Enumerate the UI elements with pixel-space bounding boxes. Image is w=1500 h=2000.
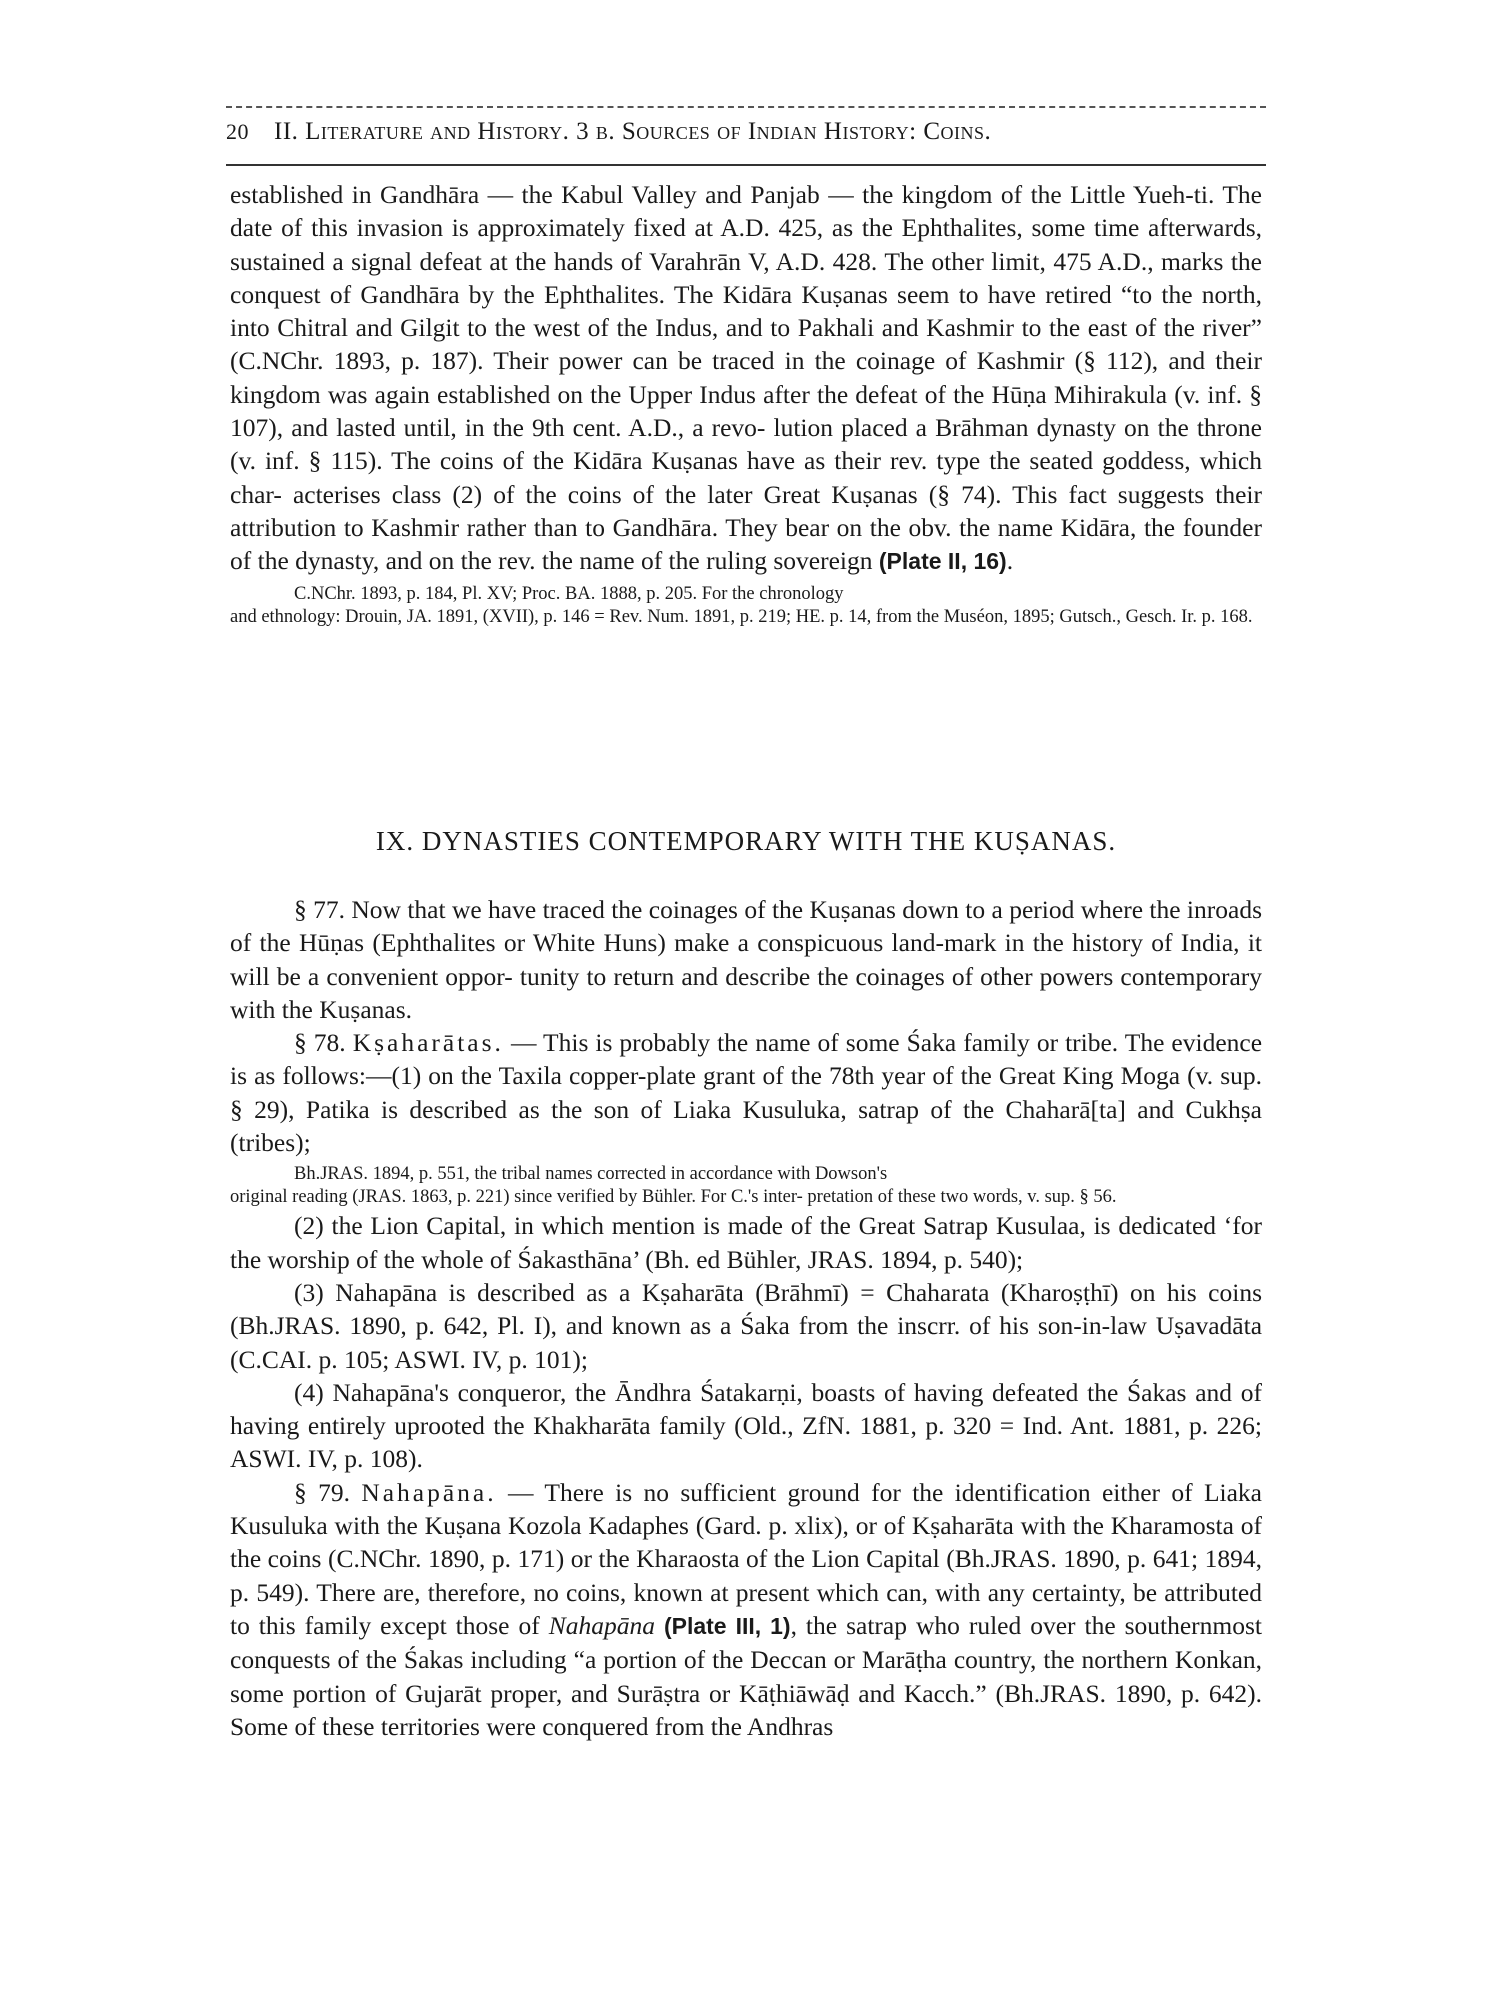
running-header	[226, 118, 1266, 154]
plate-reference: (Plate II, 16)	[878, 548, 1007, 575]
paragraph-77: § 77. Now that we have traced the coinages of the Kuṣanas down to a period where the inroads of the Hūṇas (Ephthalites or White Huns) make a conspicuous land-mark in the history of India, it will be a convenient oppor- tunity to return and describe the coinages of other powers contemporary with the Kuṣanas.	[230, 895, 1262, 1024]
header-rule-top	[226, 106, 1266, 108]
paragraph-79: § 79. Nahapāna. — There is no sufficient ground for the identification either of Liaka Kusuluka with the Kuṣana Kozola Kadaphes (Gard. p. xlix), or of Kṣaharāta with the Kharamosta of the coins (C.NChr. 1890, p. 171) or the Kharaosta of the Lion Capital (Bh.JRAS. 1890, p. 641; 1894, p. 549). There are, therefore, no coins, known at present which can, with any certainty, be attributed to this family except those of Nahapāna (Plate III, 1), the satrap who ruled over the southernmost conquests of the Śakas including “a portion of the Deccan or Marāṭha country, the northern Konkan, some portion of Gujarāt proper, and Surāṣtra or Kāṭhiāwāḍ and Kacch.” (Bh.JRAS. 1890, p. 642). Some of these territories were conquered from the Andhras	[230, 1477, 1263, 1741]
keyword-ksaharatas: Kṣaharātas.	[352, 1028, 504, 1058]
name-nahapana: Nahapāna	[548, 1610, 655, 1640]
running-title: II. Literature and History. 3 b. Sources of Indian History: Coins.	[274, 118, 992, 145]
intro-paragraph: established in Gandhāra — the Kabul Valley and Panjab — the kingdom of the Little Yueh-ti. The date of this invasion is approximately fixed at A.D. 425, as the Ephthalites, some time afterwards, sustained a signal defeat at the hands of Varahrān V, A.D. 428. The other limit, 475 A.D., marks the conquest of Gandhāra by the Ephthalites. The Kidāra Kuṣanas seem to have retired “to the north, into Chitral and Gilgit to the west of the Indus, and to Pakhali and Kashmir to the east of the river” (C.NChr. 1893, p. 187). Their power can be traced in the coinage of Kashmir (§ 112), and their kingdom was again established on the Upper Indus after the defeat of the Hūṇa Mihirakula (v. inf. § 107), and lasted until, in the 9th cent. A.D., a revo- lution placed a Brāhman dynasty on the throne (v. inf. § 115). The coins of the Kidāra Kuṣanas have as their rev. type the seated goddess, which char- acterises class (2) of the coins of the later Great Kuṣanas (§ 74). This fact suggests their attribution to Kashmir rather than to Gandhāra. They bear on the obv. the name Kidāra, the founder of the dynasty, and on the rev. the name of the ruling sovereign (Plate II, 16).	[230, 180, 1263, 576]
paragraph-78: § 78. Kṣaharātas. — This is probably the name of some Śaka family or tribe. The evidence is as follows:—(1) on the Taxila copper-plate grant of the 78th year of the Great King Moga (v. sup. § 29), Patika is described as the son of Liaka Kusuluka, satrap of the Chaharā[ta] and Cukhṣa (tribes);	[230, 1028, 1263, 1158]
intro-block	[230, 178, 1262, 629]
footnote-2: Bh.JRAS. 1894, p. 551, the tribal names corrected in accordance with Dowson's original reading (JRAS. 1863, p. 221) since verified by Bühler. For C.'s inter- pretation of these two words, v. sup. § 56.	[230, 1164, 1117, 1208]
keyword-nahapana: Nahapāna.	[361, 1477, 497, 1507]
plate-reference-2: (Plate III, 1)	[663, 1612, 791, 1639]
page-number: 20	[226, 119, 249, 144]
paragraph-78-2: (2) the Lion Capital, in which mention is made of the Great Satrap Kusulaa, is dedicated ‘for the worship of the whole of Śakasthāna’ (Bh. ed Bühler, JRAS. 1894, p. 540);	[230, 1211, 1262, 1274]
header-rule-bottom	[226, 164, 1266, 166]
paragraph-78-4: (4) Nahapāna's conqueror, the Āndhra Śatakarṇi, boasts of having defeated the Śakas and of having entirely uprooted the Khakharāta family (Old., ZfN. 1881, p. 320 = Ind. Ant. 1881, p. 226; ASWI. IV, p. 108).	[230, 1377, 1262, 1474]
paragraph-78-3: (3) Nahapāna is described as a Kṣaharāta (Brāhmī) = Chaharata (Kharoṣṭhī) on his coins (Bh.JRAS. 1890, p. 642, Pl. I), and known as a Śaka from the inscrr. of his son-in-law Uṣavadāta (C.CAI. p. 105; ASWI. IV, p. 101);	[230, 1277, 1263, 1374]
section-heading: IX. DYNASTIES CONTEMPORARY WITH THE KUṢANAS.	[375, 826, 1117, 856]
section-body	[230, 893, 1262, 1743]
footnote-1: C.NChr. 1893, p. 184, Pl. XV; Proc. BA. 1888, p. 205. For the chronology and ethnology: Drouin, JA. 1891, (XVII), p. 146 = Rev. Num. 1891, p. 219; HE. p. 14, from the Muséon, 1895; Gutsch., Gesch. Ir. p. 168.	[230, 583, 1253, 627]
